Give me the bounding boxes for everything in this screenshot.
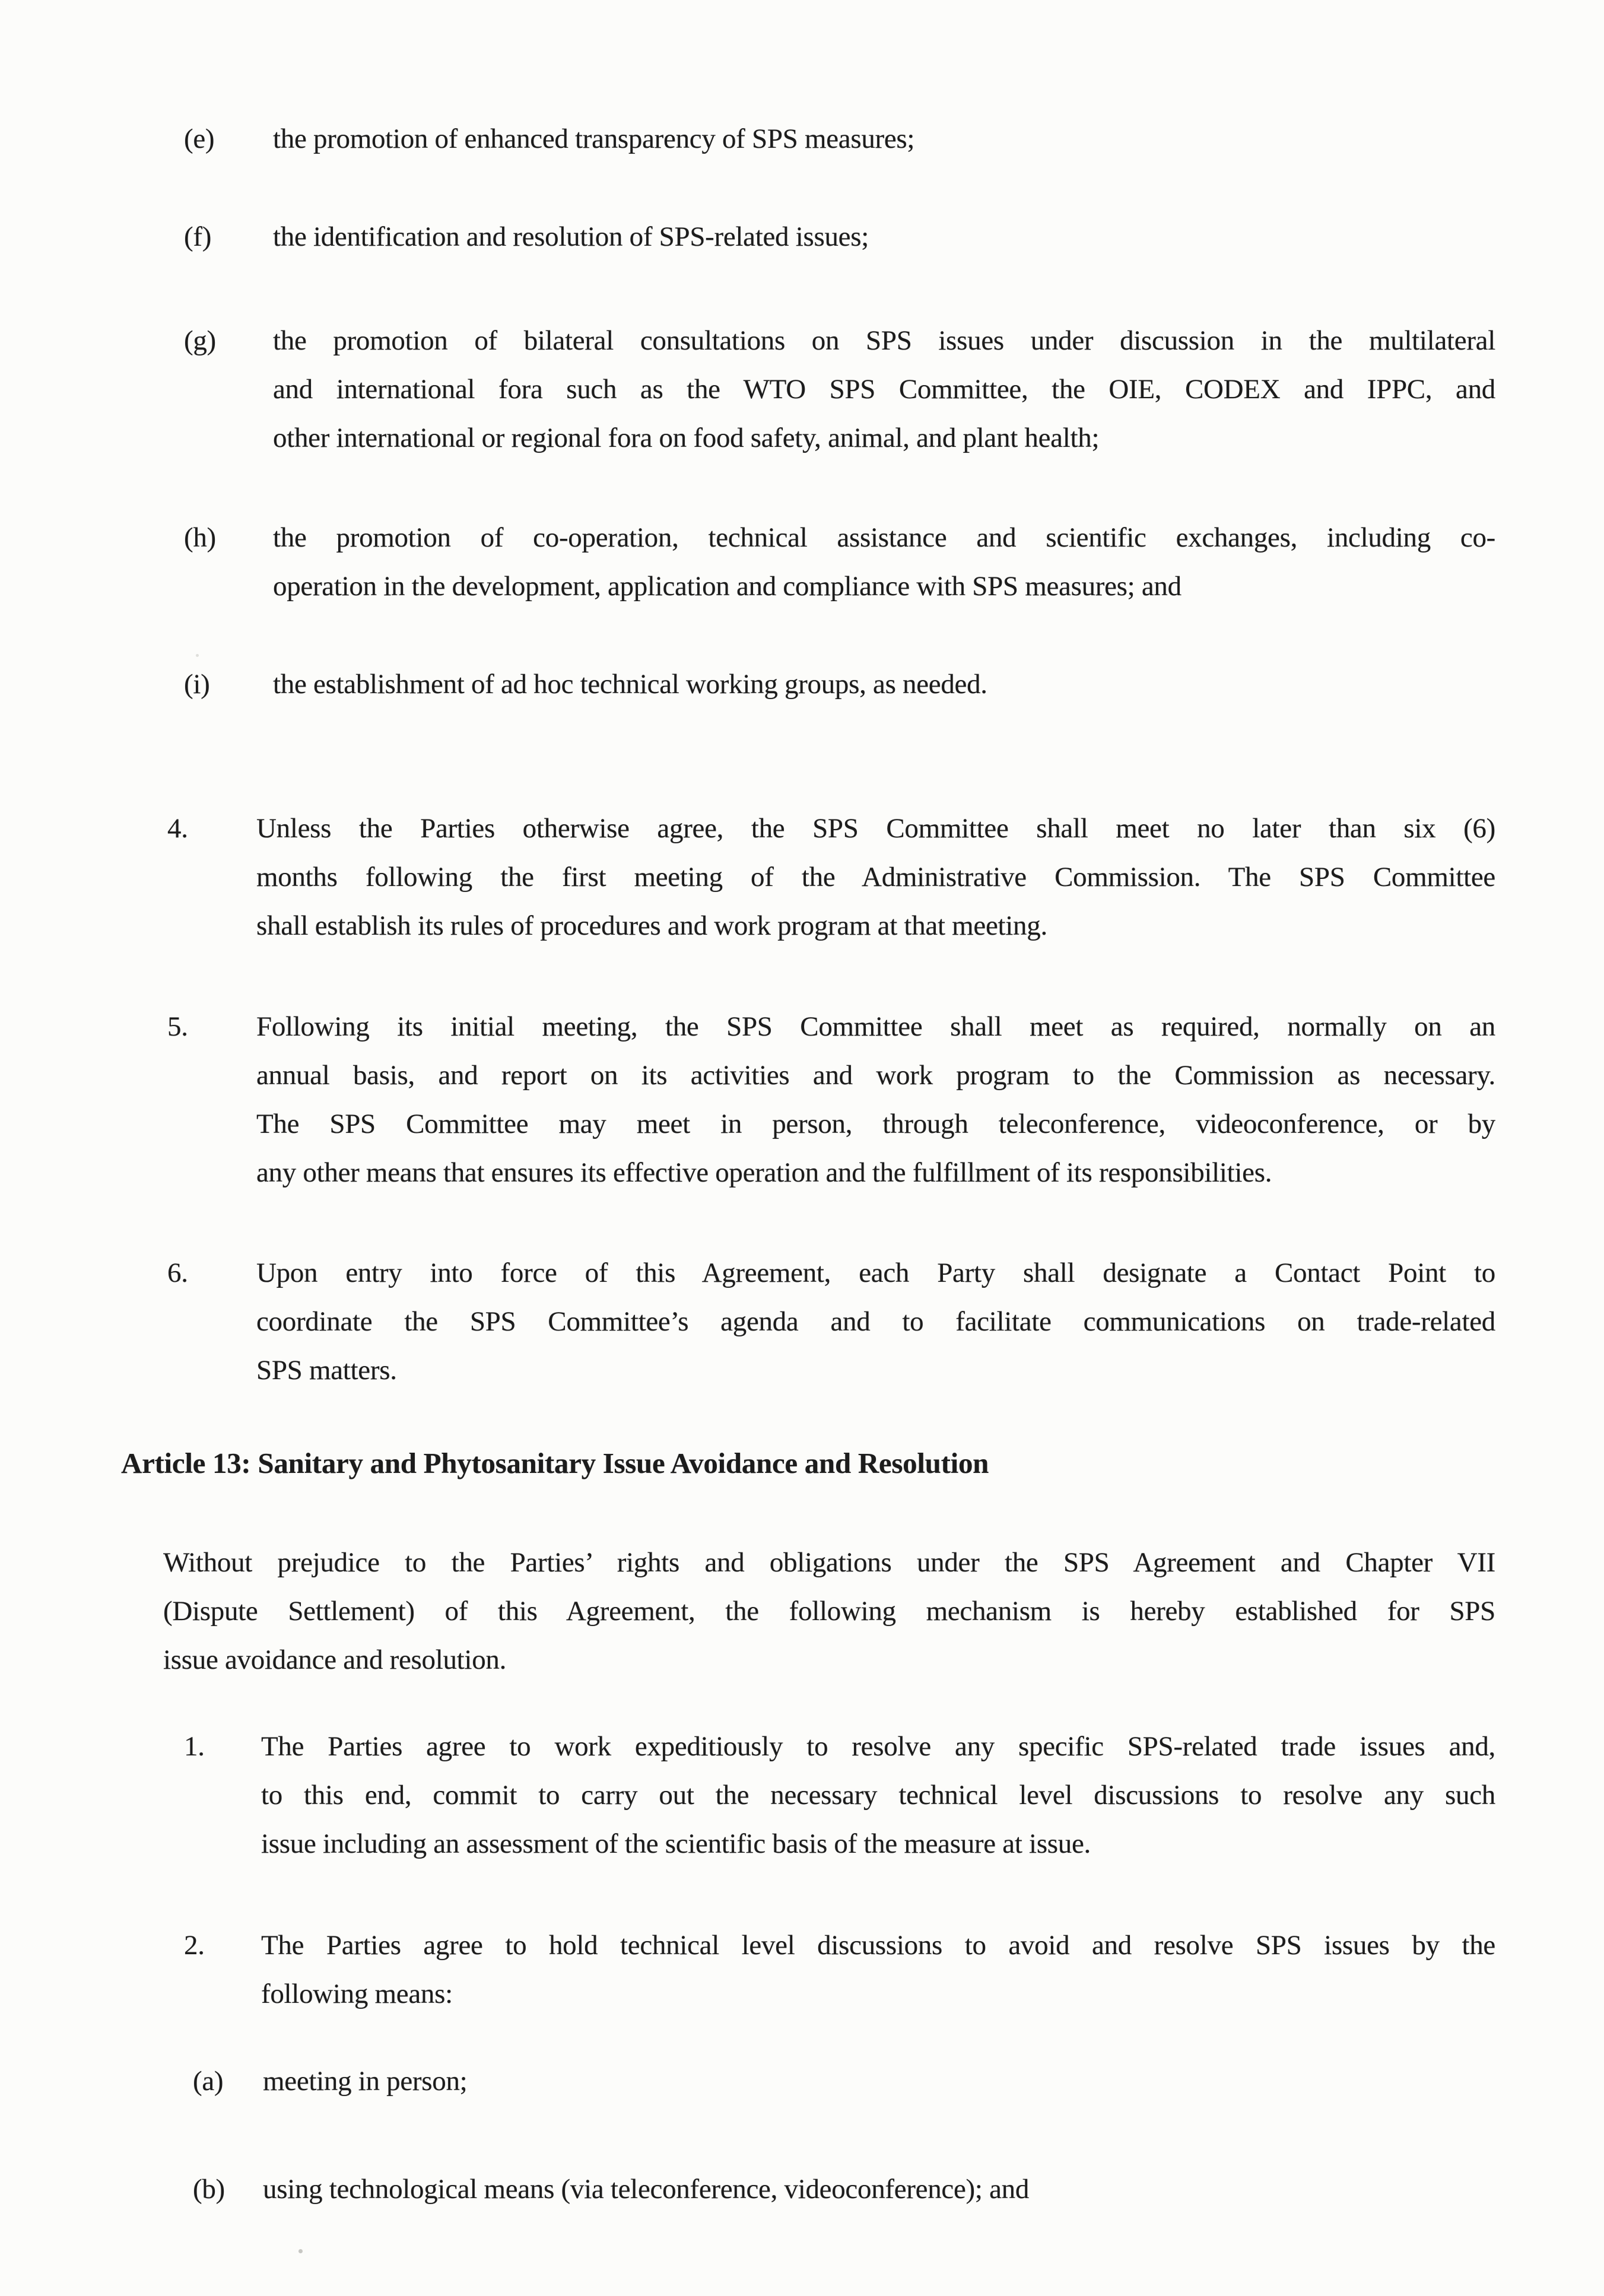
list-item-marker: 5. xyxy=(167,1011,188,1042)
numbered-item-1 xyxy=(184,1722,1495,1868)
paragraph-line: SPS matters. xyxy=(256,1355,397,1386)
article-heading xyxy=(121,1439,1604,1488)
paragraph-line: the identification and resolution of SPS-related issues; xyxy=(273,221,869,252)
list-item-i xyxy=(184,660,1495,709)
paragraph-line: the promotion of co-operation, technical assistance and scientific exchanges, including co- xyxy=(273,522,1495,553)
list-item-marker: (e) xyxy=(184,123,215,154)
list-item-marker: 6. xyxy=(167,1257,188,1288)
paragraph-line: any other means that ensures its effective operation and the fulfillment of its responsibilities. xyxy=(256,1157,1272,1188)
paragraph-line: other international or regional fora on food safety, animal, and plant health; xyxy=(273,423,1100,453)
paragraph-line: following means: xyxy=(261,1979,453,2009)
list-item-marker: 1. xyxy=(184,1731,205,1762)
list-item-body xyxy=(256,1249,1495,1395)
article-heading-text: Article 13: Sanitary and Phytosanitary Issue Avoidance and Resolution xyxy=(121,1447,989,1479)
list-item-marker: 4. xyxy=(167,813,188,844)
list-item-e xyxy=(184,115,1495,163)
list-item-body xyxy=(273,660,1495,709)
list-item-body xyxy=(256,804,1495,950)
list-item-marker: (h) xyxy=(184,522,216,553)
list-item-body xyxy=(273,316,1495,462)
list-item-marker: (b) xyxy=(193,2174,225,2205)
paragraph-line: to this end, commit to carry out the necessary technical level discussions to resolve any such xyxy=(261,1780,1495,1811)
list-item-marker: (a) xyxy=(193,2066,224,2097)
paragraph-line: and international fora such as the WTO SPS Committee, the OIE, CODEX and IPPC, and xyxy=(273,374,1495,405)
paragraph-line: meeting in person; xyxy=(263,2066,468,2097)
paragraph-line: The SPS Committee may meet in person, through teleconference, videoconference, or by xyxy=(256,1109,1495,1139)
numbered-item-4 xyxy=(167,804,1495,950)
paragraph-line: using technological means (via teleconference, videoconference); and xyxy=(263,2174,1030,2205)
paragraph-line: Upon entry into force of this Agreement, each Party shall designate a Contact Point to xyxy=(256,1257,1495,1288)
list-item-h xyxy=(184,513,1495,611)
list-item-marker: (i) xyxy=(184,669,210,700)
list-item-body xyxy=(263,2165,1495,2214)
list-item-body xyxy=(273,212,1495,261)
list-item-marker: (f) xyxy=(184,221,212,252)
list-item-f xyxy=(184,212,1495,261)
list-item-body xyxy=(273,513,1495,611)
intro-paragraph xyxy=(163,1538,1495,1684)
list-item-g xyxy=(184,316,1495,462)
paragraph-line: Without prejudice to the Parties’ rights and obligations under the SPS Agreement and Chapter VII xyxy=(163,1547,1495,1578)
list-item-marker: 2. xyxy=(184,1930,205,1961)
paragraph-line: issue avoidance and resolution. xyxy=(163,1644,507,1675)
list-item-body xyxy=(273,115,1495,163)
paragraph-line: the promotion of bilateral consultations on SPS issues under discussion in the multilateral xyxy=(273,325,1495,356)
paragraph-line: the establishment of ad hoc technical working groups, as needed. xyxy=(273,669,987,700)
numbered-item-2 xyxy=(184,1921,1495,2018)
list-item-body xyxy=(261,1921,1495,2018)
paragraph-line: coordinate the SPS Committee’s agenda and to facilitate communications on trade-related xyxy=(256,1306,1495,1337)
list-item-a xyxy=(193,2057,1495,2106)
list-item-body xyxy=(256,1002,1495,1197)
paragraph-line: Following its initial meeting, the SPS Committee shall meet as required, normally on an xyxy=(256,1011,1495,1042)
list-item-b xyxy=(193,2165,1495,2214)
paragraph-line: operation in the development, application and compliance with SPS measures; and xyxy=(273,571,1181,602)
list-item-body xyxy=(263,2057,1495,2106)
list-item-body xyxy=(261,1722,1495,1868)
paragraph-line: months following the first meeting of the Administrative Commission. The SPS Committee xyxy=(256,862,1495,893)
paragraph-line: annual basis, and report on its activities and work program to the Commission as necessary. xyxy=(256,1060,1495,1091)
numbered-item-6 xyxy=(167,1249,1495,1395)
paragraph-line: issue including an assessment of the scientific basis of the measure at issue. xyxy=(261,1828,1091,1859)
paragraph-line: Unless the Parties otherwise agree, the SPS Committee shall meet no later than six (6) xyxy=(256,813,1495,844)
paragraph-line: (Dispute Settlement) of this Agreement, the following mechanism is hereby established for SPS xyxy=(163,1596,1495,1627)
paragraph-line: the promotion of enhanced transparency of SPS measures; xyxy=(273,123,915,154)
paragraph-line: The Parties agree to hold technical level discussions to avoid and resolve SPS issues by the xyxy=(261,1930,1495,1961)
paragraph-line: The Parties agree to work expeditiously to resolve any specific SPS-related trade issues and, xyxy=(261,1731,1495,1762)
list-item-marker: (g) xyxy=(184,325,216,356)
numbered-item-5 xyxy=(167,1002,1495,1197)
paragraph-line: shall establish its rules of procedures and work program at that meeting. xyxy=(256,910,1047,941)
